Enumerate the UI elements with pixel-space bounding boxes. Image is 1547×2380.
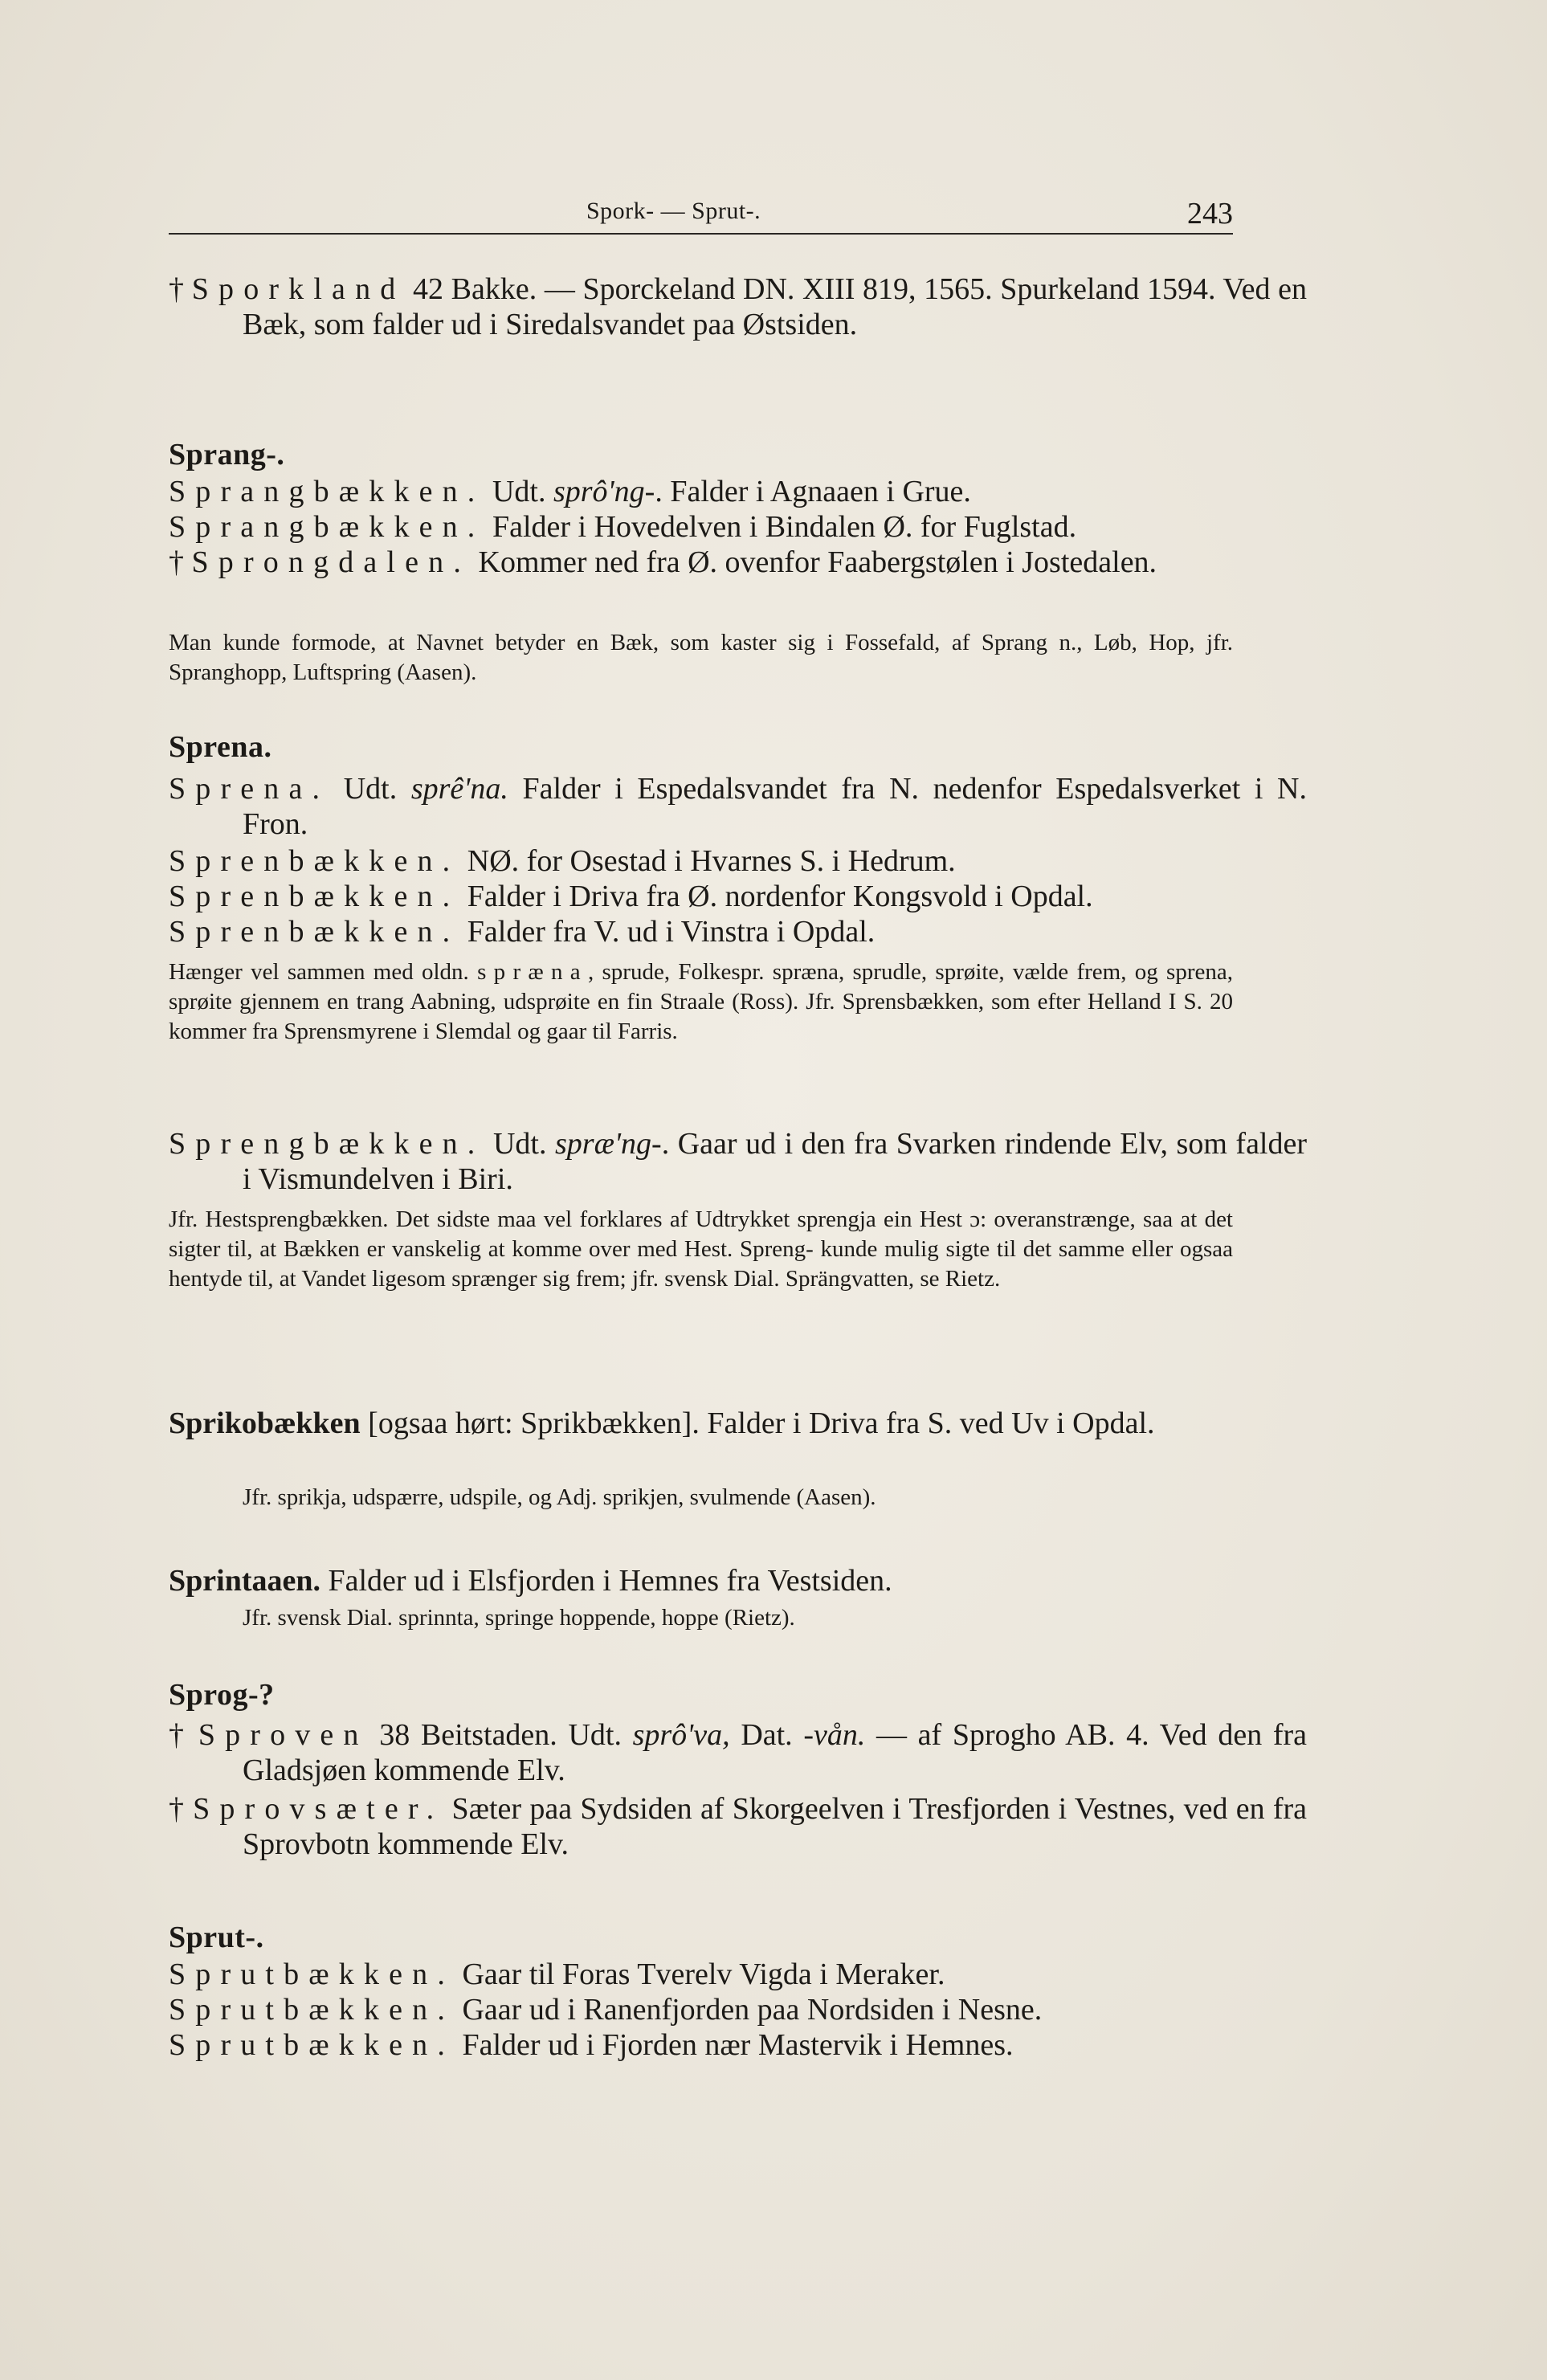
headword: Sporkland — [191, 272, 406, 306]
entry-text: NØ. for Osestad i Hvarnes S. i Hedrum. — [459, 844, 956, 878]
pronunciation: sprô'ng- — [553, 475, 655, 508]
entry-text: . Falder i Agnaaen i Grue. — [655, 475, 971, 508]
note-spaced-word: spræna — [477, 959, 588, 985]
entry-sprangbaekken-2 — [169, 509, 1307, 545]
note-spreng: Jfr. Hestsprengbækken. Det sidste maa vel forklares af Udtrykket sprengja ein Hest ɔ: overanstrænge, saa at det sigter til, at Bækken er vanskelig at komme over med Hest. Spreng- kunde mulig sigte til det samme eller ogsaa hentyde til, at Vandet ligesom sprænger sig frem; jfr. svensk Dial. Sprängvatten, se Rietz. — [169, 1206, 1233, 1292]
entry-text: Falder i Espedalsvandet fra N. nedenfor Espedalsverket i N. Fron. — [243, 772, 1308, 841]
headword: Sprutbækken. — [169, 1993, 455, 2027]
entry-text: Dat. — [729, 1718, 804, 1752]
entry-text: 38 Beitstaden. Udt. — [368, 1718, 633, 1752]
section-heading-sprang: Sprang-. — [169, 438, 285, 472]
headword: Sprenbækken. — [169, 880, 460, 913]
entry-text: Kommer ned fra Ø. ovenfor Faabergstølen i Jostedalen. — [471, 545, 1157, 579]
pronunciation: sprê'na. — [410, 772, 508, 806]
entry-sprutbaekken-1 — [169, 1957, 1307, 1992]
dagger-mark: † — [169, 272, 185, 306]
dagger-mark: † — [169, 1792, 185, 1826]
entry-text: [ogsaa hørt: Sprikbækken]. Falder i Driva fra S. ved Uv i Opdal. — [360, 1406, 1155, 1440]
page-header — [169, 193, 1233, 235]
note-sprik: Jfr. sprikja, udspærre, udspile, og Adj. sprikjen, svulmende (Aasen). — [243, 1484, 876, 1510]
entry-text: Falder fra V. ud i Vinstra i Opdal. — [459, 915, 876, 949]
headword: Sprenbækken. — [169, 915, 460, 949]
entry-text: Udt. — [484, 475, 553, 508]
entry-sprutbaekken-2 — [169, 1992, 1307, 2027]
headword: Sprangbækken. — [169, 475, 485, 508]
headword: Sprangbækken. — [169, 510, 485, 544]
running-title: Spork- — Sprut-. — [586, 198, 761, 224]
entry-text: . Gaar ud i den fra Svarken rindende Elv, som falder i Vismundelven i Biri. — [243, 1127, 1308, 1196]
entry-sporkland — [169, 271, 1307, 342]
entry-text: Gaar til Foras Tverelv Vigda i Meraker. — [454, 1957, 945, 1991]
headword: Sprovsæter. — [193, 1792, 444, 1826]
entry-sprenbaekken-3 — [169, 914, 1307, 949]
entry-sprutbaekken-3 — [169, 2027, 1307, 2063]
entry-text: 42 Bakke. — Sporckeland DN. XIII 819, 1565. Spurkeland 1594. Ved en Bæk, som falder ud i Siredalsvandet paa Østsiden. — [243, 272, 1308, 341]
entry-sprengbaekken — [169, 1126, 1307, 1197]
entry-sprena — [169, 771, 1307, 842]
section-heading-sprog: Sprog-? — [169, 1678, 275, 1712]
entry-text: Gaar ud i Ranenfjorden paa Nordsiden i Nesne. — [454, 1993, 1043, 2027]
note-sprena — [169, 957, 1233, 1047]
headword: Sprongdalen. — [191, 545, 471, 579]
note-text: Hænger vel sammen med oldn. — [169, 959, 478, 985]
entry-text: Falder ud i Elsfjorden i Hemnes fra Vestsiden. — [320, 1564, 892, 1598]
pronunciation: sprô'va, — [632, 1718, 730, 1752]
headword: Sprengbækken. — [169, 1127, 485, 1161]
entry-text: Falder i Hovedelven i Bindalen Ø. for Fuglstad. — [484, 510, 1077, 544]
entry-text: Falder i Driva fra Ø. nordenfor Kongsvold i Opdal. — [459, 880, 1093, 913]
headword: Sprutbækken. — [169, 2028, 455, 2062]
entry-sproven — [169, 1717, 1307, 1788]
section-heading-sprut: Sprut-. — [169, 1921, 264, 1954]
headword-bold: Sprintaaen. — [169, 1564, 320, 1598]
entry-sprangbaekken-1 — [169, 474, 1307, 509]
headword: Sprenbækken. — [169, 844, 460, 878]
entry-text: Udt. — [329, 772, 411, 806]
entry-text: Sæter paa Sydsiden af Skorgeelven i Tresfjorden i Vestnes, ved en fra Sprovbotn kommende Elv. — [243, 1792, 1308, 1861]
section-heading-sprena: Sprena. — [169, 730, 272, 764]
entry-sprongdalen — [169, 545, 1307, 580]
entry-text: Udt. — [484, 1127, 555, 1161]
entry-sprovsaeter — [169, 1791, 1307, 1862]
note-sprang: Man kunde formode, at Navnet betyder en Bæk, som kaster sig i Fossefald, af Sprang n., Løb, Hop, jfr. Spranghopp, Luftspring (Aasen). — [169, 630, 1233, 685]
headword: Sprena. — [169, 772, 330, 806]
entry-sprikobaekken — [169, 1406, 1307, 1441]
entry-sprenbaekken-2 — [169, 879, 1307, 914]
headword-bold: Sprikobækken — [169, 1406, 361, 1440]
headword: Sproven — [198, 1718, 369, 1752]
entry-sprintaaen — [169, 1563, 1307, 1598]
entry-text: Falder ud i Fjorden nær Mastervik i Hemnes. — [454, 2028, 1014, 2062]
dagger-mark: † — [169, 1718, 188, 1752]
pronunciation: -vån. — [803, 1718, 866, 1752]
entry-sprenbaekken-1 — [169, 843, 1307, 879]
pronunciation: spræ'ng- — [555, 1127, 662, 1161]
page-number: 243 — [1187, 197, 1233, 231]
entry-text: — af Sprogho AB. 4. Ved den fra Gladsjøen kommende Elv. — [243, 1718, 1308, 1787]
dagger-mark: † — [169, 545, 184, 579]
headword: Sprutbækken. — [169, 1957, 455, 1991]
note-text: , sprude, Folkespr. spræna, sprudle, sprøite, vælde frem, og sprena, sprøite gjennem en trang Aabning, udsprøite en fin Straale (Ross). Jfr. Sprensbækken, som efter Helland I S. 20 kommer fra Sprensmyrene i Slemdal og gaar til Farris. — [169, 959, 1233, 1044]
note-sprint: Jfr. svensk Dial. sprinnta, springe hoppende, hoppe (Rietz). — [243, 1605, 795, 1631]
